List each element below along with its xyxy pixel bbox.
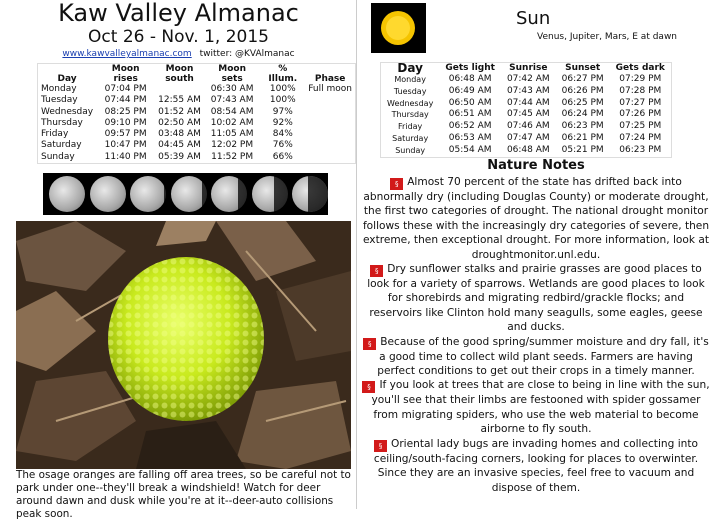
twitter-handle: twitter: @KVAlmanac	[199, 49, 295, 59]
sun-col-dark: Gets dark	[615, 63, 665, 73]
osage-orange-photo	[16, 221, 351, 469]
web-line	[0, 49, 357, 60]
sun-table-row	[381, 86, 672, 98]
sun-cell: 07:27 PM	[619, 97, 662, 108]
moon-cell: 97%	[272, 106, 293, 117]
almanac-title: Kaw Valley Almanac	[58, 0, 299, 27]
moon-cell	[305, 107, 355, 118]
moon-cell	[305, 95, 355, 106]
sun-cell: 07:43 AM	[506, 85, 550, 96]
sun-cell: 06:53 AM	[448, 132, 492, 143]
sun-cell: 06:49 AM	[448, 85, 492, 96]
moon-cell: Saturday	[41, 140, 82, 151]
moon-cell: 03:48 AM	[158, 129, 201, 140]
moon-cell: 07:43 AM	[210, 95, 254, 106]
moon-cell: 02:50 AM	[158, 117, 201, 128]
sun-table-header	[381, 63, 672, 75]
moon-cell: Sunday	[41, 151, 75, 162]
sun-cell: Sunday	[395, 145, 426, 155]
sun-col-set: Sunset	[565, 63, 601, 73]
note-bullet-icon: §	[362, 381, 375, 393]
website-link[interactable]: www.kawvalleyalmanac.com	[62, 49, 192, 59]
moon-cell: 09:57 PM	[104, 129, 147, 140]
sun-icon	[371, 3, 426, 53]
sun-cell: 06:51 AM	[448, 109, 492, 120]
moon-cell: 66%	[272, 151, 293, 162]
note-bullet-icon: §	[370, 265, 383, 277]
sun-cell: 07:46 AM	[506, 121, 550, 132]
note-bullet-icon: §	[390, 178, 403, 190]
moon-cell	[305, 152, 355, 164]
moon-cell: Tuesday	[41, 95, 78, 106]
sun-table-row	[381, 109, 672, 121]
sun-cell: 07:28 PM	[619, 85, 662, 96]
sun-table-row	[381, 145, 672, 157]
sun-cell: 07:25 PM	[619, 121, 662, 132]
planets-note: Venus, Jupiter, Mars, E at dawn	[537, 32, 678, 42]
sun-col-day: Day	[397, 61, 423, 75]
moon-cell: 11:05 AM	[210, 129, 254, 140]
moon-col-illum: % Illum.	[268, 64, 298, 84]
sun-table-row	[381, 98, 672, 110]
date-range: Oct 26 - Nov. 1, 2015	[88, 27, 269, 47]
osage-orange-image	[16, 221, 351, 469]
moon-cell: 100%	[269, 84, 296, 94]
moon-cell: 12:02 PM	[211, 140, 254, 151]
note-text: Oriental lady bugs are invading homes and collecting into ceiling/south-facing corners, looking for places to overwinter. Since they are an invasive species, feel free to vacuum and dispose of them.	[373, 437, 699, 494]
moon-col-day: Day	[57, 74, 77, 84]
moon-cell: Thursday	[41, 117, 83, 128]
sun-cell: 06:24 PM	[561, 109, 604, 120]
moon-cell: Wednesday	[41, 106, 94, 117]
moon-table-row	[38, 107, 356, 118]
sun-cell: Monday	[394, 75, 426, 84]
moon-cell: 09:10 PM	[104, 117, 147, 128]
sun-cell: 06:50 AM	[448, 97, 492, 108]
moon-cell: 06:30 AM	[210, 84, 254, 94]
sun-col-rise: Sunrise	[509, 63, 548, 73]
moon-table-row	[38, 129, 356, 140]
moon-table-row	[38, 140, 356, 151]
photo-caption: The osage oranges are falling off area trees, so be careful not to park under one--they'll break a windshield! Watch for deer around dawn and dusk while you're at it--deer-auto collisions peak soon.	[16, 469, 351, 520]
moon-cell: 05:39 AM	[158, 151, 201, 162]
sun-col-light: Gets light	[445, 63, 495, 73]
note-text: Almost 70 percent of the state has drifted back into abnormally dry (including Douglas County) or moderate drought, the first two categories of drought. The national drought monitor follows these with the increasingly dry categories of severe, then extreme, then exceptional drought. For more information, look at droughtmonitor.unl.edu.	[362, 176, 710, 261]
moon-cell: 08:54 AM	[210, 106, 254, 117]
sun-cell: 07:26 PM	[619, 109, 662, 120]
moon-cell: 84%	[272, 129, 293, 140]
moon-cell: Friday	[41, 129, 69, 140]
sun-cell: 06:52 AM	[448, 121, 492, 132]
moon-phase-disc	[90, 176, 126, 212]
note-bullet-icon: §	[374, 440, 387, 452]
moon-col-phase: Phase	[314, 74, 346, 84]
moon-cell: 11:40 PM	[104, 151, 147, 162]
moon-cell: 10:47 PM	[104, 140, 147, 151]
sun-table	[380, 62, 672, 158]
nature-notes-list	[361, 175, 711, 495]
sun-cell: 07:47 AM	[506, 132, 550, 143]
moon-cell: 10:02 AM	[210, 117, 254, 128]
moon-table-header	[38, 64, 356, 85]
moon-cell: 92%	[272, 117, 293, 128]
sun-cell: 07:42 AM	[506, 74, 550, 84]
moon-cell: 07:04 PM	[104, 84, 147, 94]
sun-cell: 06:48 AM	[506, 144, 550, 155]
moon-cell	[305, 118, 355, 129]
nature-note	[361, 378, 711, 436]
moon-cell: Full moon	[308, 84, 352, 94]
moon-phase-disc	[49, 176, 85, 212]
moon-table-row	[38, 118, 356, 129]
sun-cell: 05:21 PM	[561, 144, 604, 155]
sun-cell: 06:48 AM	[448, 74, 492, 84]
moon-cell	[305, 129, 355, 140]
note-bullet-icon: §	[363, 338, 376, 350]
sun-cell: Saturday	[392, 133, 429, 143]
moon-col-sets: Moon sets	[218, 64, 246, 84]
sun-cell: 06:26 PM	[561, 85, 604, 96]
sun-table-row	[381, 133, 672, 145]
sun-table-row	[381, 74, 672, 86]
sun-cell: 07:29 PM	[619, 74, 662, 84]
moon-phase-disc	[292, 176, 328, 212]
sun-cell: 06:23 PM	[561, 121, 604, 132]
moon-phase-disc	[130, 176, 166, 212]
moon-cell: 12:55 AM	[158, 95, 201, 106]
moon-cell: 11:52 PM	[211, 151, 254, 162]
moon-table-row	[38, 152, 356, 164]
sun-cell: 06:25 PM	[561, 97, 604, 108]
sun-cell: 06:23 PM	[619, 144, 662, 155]
sun-cell: Friday	[398, 122, 423, 132]
moon-phase-disc	[211, 176, 247, 212]
sun-cell: Wednesday	[387, 98, 434, 108]
sun-cell: 07:44 AM	[506, 97, 550, 108]
moon-cell: 07:44 PM	[104, 95, 147, 106]
note-text: Dry sunflower stalks and prairie grasses are good places to look for a variety of sparrows. Wetlands are good places to look for shorebirds and migrating redbird/grackle flocks; and reservoirs like Clinton hold many seagulls, some eagles, geese and ducks.	[367, 263, 705, 334]
moon-col-south: Moon south	[165, 64, 194, 84]
moon-phase-strip	[43, 173, 328, 215]
moon-col-rises: Moon rises	[111, 64, 140, 84]
moon-cell	[155, 84, 204, 95]
sun-cell: Tuesday	[393, 86, 427, 96]
moon-cell: 100%	[269, 95, 296, 106]
moon-cell: 04:45 AM	[158, 140, 201, 151]
moon-cell: Monday	[41, 84, 77, 94]
nature-note	[361, 262, 711, 335]
moon-cell: 01:52 AM	[158, 106, 201, 117]
sun-cell: Thursday	[391, 110, 429, 120]
sun-table-row	[381, 121, 672, 133]
sun-cell: 06:27 PM	[561, 74, 604, 84]
nature-notes-title: Nature Notes	[487, 158, 585, 173]
moon-cell: 08:25 PM	[104, 106, 147, 117]
sun-cell: 05:54 AM	[448, 144, 492, 155]
moon-cell	[305, 140, 355, 151]
sun-cell: 06:21 PM	[561, 132, 604, 143]
sun-cell: 07:24 PM	[619, 132, 662, 143]
note-text: Because of the good spring/summer moisture and dry fall, it's a good time to collect wild plant seeds. Farmers are having perfect conditions to get out their crops in a timely manner.	[377, 335, 709, 378]
moon-table-row	[38, 84, 356, 95]
moon-phase-disc	[252, 176, 288, 212]
sun-title: Sun	[516, 8, 551, 29]
nature-note	[361, 335, 711, 379]
note-text: If you look at trees that are close to being in line with the sun, you'll see that their limbs are festooned with spider gossamer from migrating spiders, who use the web material to become airborne to fly south.	[371, 379, 710, 436]
nature-note	[361, 175, 711, 262]
sun-cell: 07:45 AM	[506, 109, 550, 120]
moon-cell: 76%	[272, 140, 293, 151]
left-page	[0, 0, 357, 520]
moon-phase-disc	[171, 176, 207, 212]
nature-note	[361, 437, 711, 495]
moon-table-row	[38, 95, 356, 106]
moon-table	[37, 63, 356, 164]
